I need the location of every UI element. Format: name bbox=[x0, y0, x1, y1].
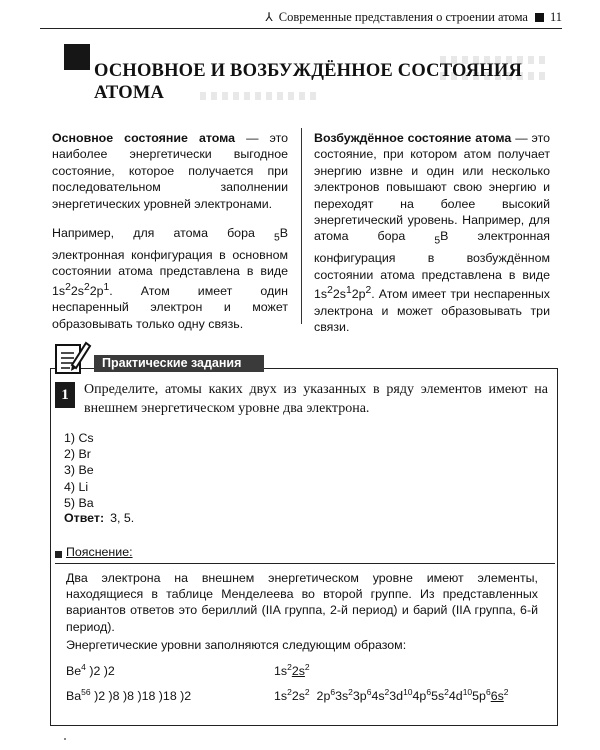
square-marker-icon bbox=[535, 13, 544, 22]
ground-state-term: Основное состояние атома bbox=[52, 131, 236, 145]
ground-state-definition: Основное состояние атома — это наиболее энергетически выгодное состояние, которое получается при последовательном заполнении энергетических уровней электронами. bbox=[52, 131, 288, 211]
option-item: 4) Li bbox=[64, 479, 89, 494]
levels-intro: Энергетические уровни заполняются следующим образом: bbox=[66, 638, 407, 652]
excited-state-term: Возбуждённое состояние атома bbox=[314, 131, 512, 145]
be-configuration: $1s^22s^2$ bbox=[274, 662, 310, 679]
running-header-title: Современные представления о строении атома bbox=[278, 9, 528, 24]
question-number: 1 bbox=[55, 382, 75, 408]
left-column bbox=[52, 130, 288, 345]
option-item: 1) Cs bbox=[64, 431, 94, 445]
answer-options bbox=[64, 430, 94, 511]
answer-label: Ответ: bbox=[64, 511, 105, 525]
ba-levels: Ba$^{56}$ )2 )8 )8 )18 )18 )2 bbox=[66, 687, 192, 704]
ground-state-example: Например, для атома бора $_5$B электронная конфигурация в основном состоянии атома представлена в виде $1s^22s^22p^1$. Атом имеет один неспаренный электрон и может образовывать только одну связь. bbox=[52, 226, 288, 331]
running-header bbox=[40, 8, 562, 26]
practice-title-bar: Практические задания bbox=[94, 355, 264, 372]
explanation-divider bbox=[55, 563, 555, 564]
explanation-marker-icon bbox=[55, 551, 62, 558]
section-square-icon bbox=[64, 44, 90, 70]
excited-state-definition: Возбуждённое состояние атома — это состояние, при котором атом получает энергию извне и один или несколько электронов повышают свою энергию и переходят на более высокий энергетический уровень. Например, для атома бора $_5$B электронная конфигурация в возбуждённом состоянии атома представлена в виде $1s^22s^12p^2$. Атом имеет три неспаренных электрона и может образовывать три связи. bbox=[314, 131, 550, 335]
answer bbox=[64, 511, 134, 525]
question-text: Определите, атомы каких двух из указанных в ряду элементов имеют на внешнем энергетическом уровне два электрона. bbox=[84, 382, 548, 416]
header-divider bbox=[40, 28, 562, 29]
notepad-pencil-icon bbox=[52, 337, 92, 377]
column-divider bbox=[301, 128, 302, 324]
right-column bbox=[314, 130, 550, 348]
section-title: ОСНОВНОЕ И ВОЗБУЖДЁННОЕ СОСТОЯНИЯ АТОМА bbox=[94, 61, 522, 103]
option-item: 3) Be bbox=[64, 463, 94, 478]
explanation-heading: Пояснение: bbox=[66, 545, 133, 559]
be-levels: Be$^4$ )2 )2 bbox=[66, 662, 115, 679]
page-number: 11 bbox=[549, 9, 562, 24]
answer-value: 3, 5. bbox=[110, 511, 135, 525]
explanation-text: Два электрона на внешнем энергетическом уровне имеют элементы, находящиеся в таблице Менделеева во второй группе. Из представленных вариантов ответов это бериллий (IIA группа, 2-й период) и барий (IIA группа, 6-й период). bbox=[66, 571, 538, 634]
option-item: 2) Br bbox=[64, 447, 91, 462]
option-item: 5) Ba bbox=[64, 495, 94, 510]
ba-configuration: $1s^22s^2$ $2p^63s^23p^64s^23d^{10}4p^65s^24d^{10}5p^66s^2$ bbox=[274, 687, 509, 704]
atom-icon: ⅄ bbox=[265, 10, 273, 24]
page-dot bbox=[64, 738, 66, 740]
